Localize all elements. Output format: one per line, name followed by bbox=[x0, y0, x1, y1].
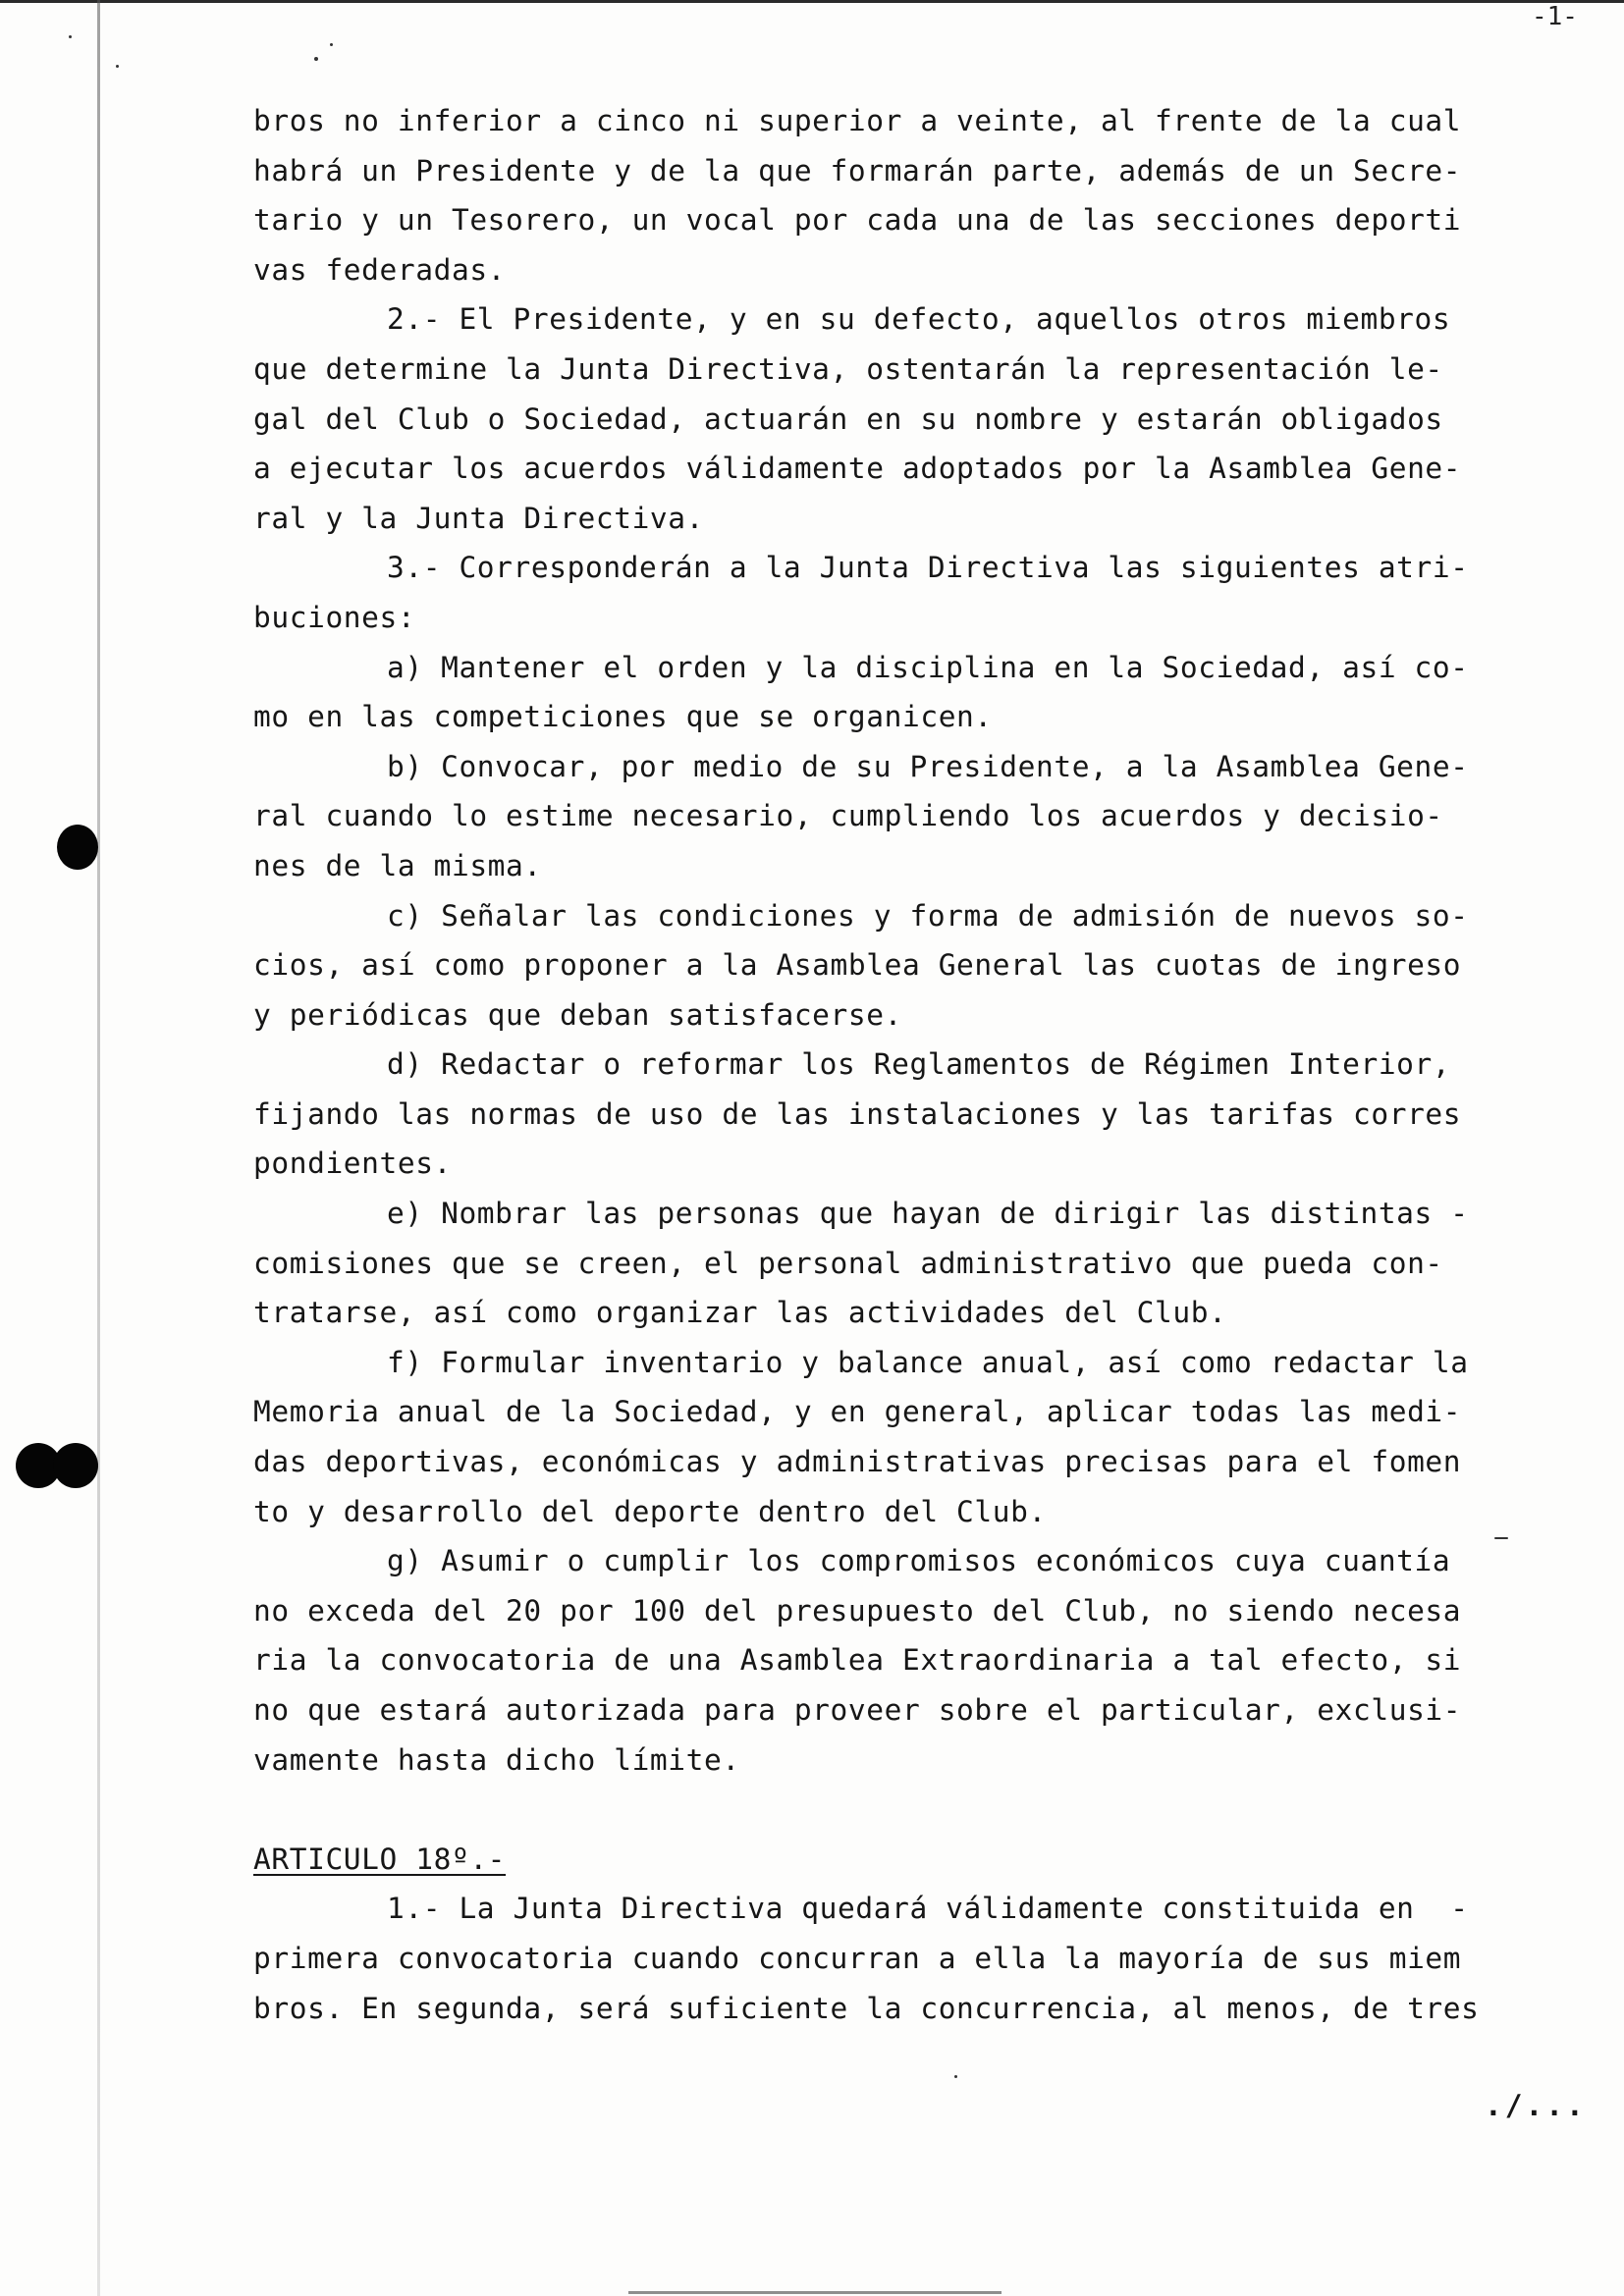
text-line: cios, así como proponer a la Asamblea General las cuotas de ingreso bbox=[253, 948, 1462, 983]
margin-rule bbox=[97, 0, 100, 2296]
body-text bbox=[253, 96, 1579, 2033]
bottom-edge-mark bbox=[628, 2291, 1001, 2294]
text-line: ral y la Junta Directiva. bbox=[253, 501, 705, 535]
text-line: bros. En segunda, será suficiente la concurrencia, al menos, de tres bbox=[253, 1991, 1480, 2025]
text-line: fijando las normas de uso de las instalaciones y las tarifas corres bbox=[253, 1096, 1462, 1131]
page-number: -1- bbox=[1532, 2, 1578, 31]
speck bbox=[314, 57, 318, 61]
text-line: no exceda del 20 por 100 del presupuesto del Club, no siendo necesa bbox=[253, 1593, 1462, 1628]
text-line: 3.- Corresponderán a la Junta Directiva las siguientes atri- bbox=[387, 551, 1469, 585]
text-line: tario y un Tesorero, un vocal por cada una de las secciones deporti bbox=[253, 203, 1462, 238]
text-line: gal del Club o Sociedad, actuarán en su nombre y estarán obligados bbox=[253, 401, 1443, 436]
speck bbox=[330, 43, 333, 46]
text-line: comisiones que se creen, el personal administrativo que pueda con- bbox=[253, 1246, 1443, 1280]
text-line: das deportivas, económicas y administrativas precisas para el fomen bbox=[253, 1445, 1462, 1479]
continuation-mark: ./... bbox=[1485, 2089, 1587, 2122]
paragraph-lines bbox=[253, 96, 1579, 1785]
speck bbox=[69, 35, 72, 38]
text-line: pondientes. bbox=[253, 1147, 452, 1181]
text-line: mo en las competiciones que se organicen. bbox=[253, 700, 993, 734]
text-line: b) Convocar, por medio de su Presidente, a la Asamblea Gene- bbox=[387, 749, 1469, 783]
text-line: f) Formular inventario y balance anual, así como redactar la bbox=[387, 1345, 1469, 1379]
text-line: tratarse, así como organizar las actividades del Club. bbox=[253, 1296, 1227, 1330]
text-line: buciones: bbox=[253, 600, 416, 634]
text-line: primera convocatoria cuando concurran a ella la mayoría de sus miem bbox=[253, 1941, 1462, 1975]
speck bbox=[116, 65, 119, 68]
text-line: g) Asumir o cumplir los compromisos económicos cuya cuantía bbox=[387, 1544, 1451, 1578]
text-line: 2.- El Presidente, y en su defecto, aquellos otros miembros bbox=[387, 302, 1451, 337]
text-line: que determine la Junta Directiva, ostentarán la representación le- bbox=[253, 351, 1443, 386]
text-line: e) Nombrar las personas que hayan de dirigir las distintas - bbox=[387, 1197, 1469, 1231]
top-border bbox=[0, 0, 1624, 3]
text-line: 1.- La Junta Directiva quedará válidamente constituida en - bbox=[387, 1892, 1469, 1926]
text-line: to y desarrollo del deporte dentro del Club. bbox=[253, 1494, 1047, 1528]
text-line: ria la convocatoria de una Asamblea Extraordinaria a tal efecto, si bbox=[253, 1643, 1462, 1678]
text-line: vamente hasta dicho límite. bbox=[253, 1742, 740, 1777]
text-line: d) Redactar o reformar los Reglamentos de Régimen Interior, bbox=[387, 1047, 1451, 1082]
punch-hole bbox=[53, 1443, 98, 1488]
text-line: vas federadas. bbox=[253, 252, 507, 287]
text-line: habrá un Presidente y de la que formarán parte, además de un Secre- bbox=[253, 153, 1462, 187]
text-line: no que estará autorizada para proveer sobre el particular, exclusi- bbox=[253, 1693, 1462, 1727]
article-lines bbox=[253, 1884, 1579, 2033]
punch-hole bbox=[57, 825, 98, 870]
speck bbox=[954, 2075, 957, 2078]
text-line: y periódicas que deban satisfacerse. bbox=[253, 997, 902, 1032]
article-heading: ARTICULO 18º.- bbox=[253, 1842, 507, 1876]
text-line: c) Señalar las condiciones y forma de admisión de nuevos so- bbox=[387, 898, 1469, 933]
text-line: a ejecutar los acuerdos válidamente adoptados por la Asamblea Gene- bbox=[253, 452, 1462, 486]
text-line: ral cuando lo estime necesario, cumpliendo los acuerdos y decisio- bbox=[253, 799, 1443, 833]
spacer bbox=[253, 1785, 1579, 1835]
text-line: Memoria anual de la Sociedad, y en general, aplicar todas las medi- bbox=[253, 1395, 1462, 1429]
text-line: bros no inferior a cinco ni superior a veinte, al frente de la cual bbox=[253, 104, 1462, 137]
text-line: a) Mantener el orden y la disciplina en la Sociedad, así co- bbox=[387, 650, 1469, 684]
text-line: nes de la misma. bbox=[253, 848, 542, 882]
